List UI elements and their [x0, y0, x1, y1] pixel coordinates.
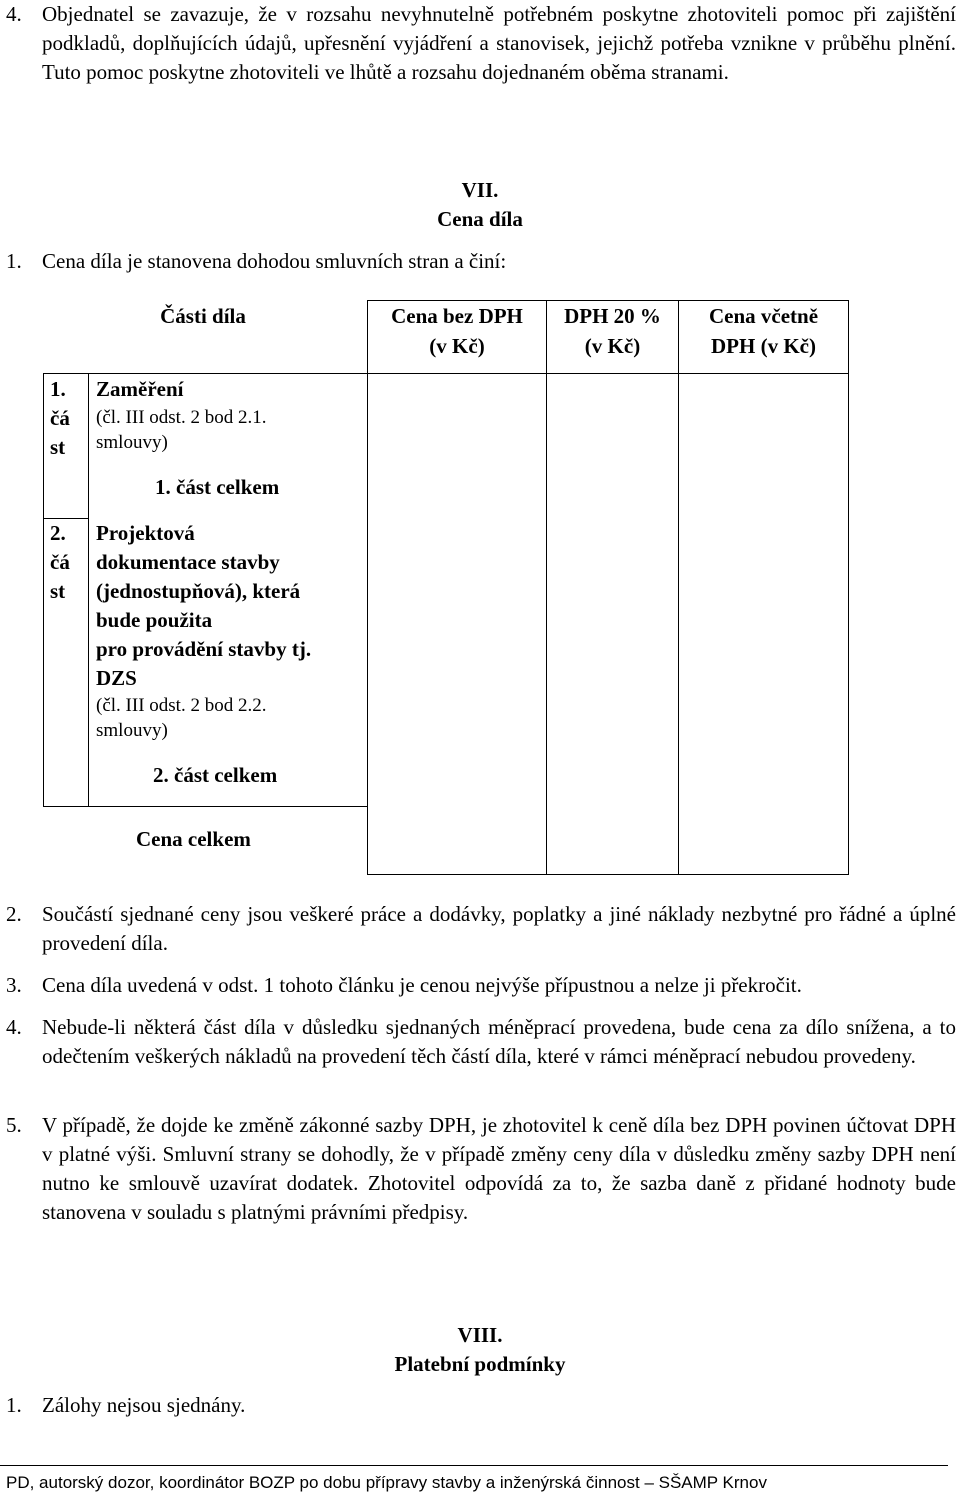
paragraph-2-number: 2. — [6, 902, 22, 926]
table-border — [546, 300, 547, 875]
part2-total: 2. část celkem — [153, 763, 278, 787]
table-border — [367, 300, 368, 875]
table-border — [43, 806, 368, 807]
price-intro-number: 1. — [6, 249, 22, 273]
section-8-title: Platební podmínky — [394, 1352, 566, 1376]
part1-ref-line2: smlouvy) — [96, 432, 168, 453]
table-border — [367, 874, 849, 875]
part2-label-line3: st — [50, 579, 66, 603]
header-parts: Části díla — [160, 304, 246, 328]
header-price-with-vat-line1: Cena včetně — [708, 304, 819, 328]
paragraph-2-text: Součástí sjednané ceny jsou veškeré práce a dodávky, poplatky a jiné náklady nezbytné pro řádné a úplné provedení díla. — [42, 902, 956, 955]
part1-ref-line1: (čl. III odst. 2 bod 2.1. — [96, 407, 267, 428]
part2-ref-line2: smlouvy) — [96, 720, 168, 741]
table-border — [848, 300, 849, 875]
part2-label-line1: 2. — [50, 521, 66, 545]
header-price-no-vat-line2: (v Kč) — [429, 334, 485, 358]
table-border — [678, 300, 679, 875]
part2-title-line6: DZS — [96, 666, 137, 690]
part2-label-line2: čá — [50, 550, 70, 574]
part2-title-line5: pro provádění stavby tj. — [96, 637, 312, 661]
paragraph-4-text: Nebude-li některá část díla v důsledku sjednaných méněprací provedena, bude cena za dílo snížena, a to odečtením veškerých nákladů na provedení těch částí díla, které v rámci méněprací nebudou provedeny. — [42, 1015, 956, 1068]
intro-text: Objednatel se zavazuje, že v rozsahu nevyhnutelně potřebném poskytne zhotoviteli pomoc při zajištění podkladů, doplňujících údajů, upřesnění vyjádření a stanovisek, jejichž potřeba vznikne v průběhu plnění. Tuto pomoc poskytne zhotoviteli ve lhůtě a rozsahu dojednaném oběma stranami. — [42, 2, 956, 84]
header-price-no-vat-line1: Cena bez DPH — [391, 304, 523, 328]
paragraph-3-text: Cena díla uvedená v odst. 1 tohoto článku je cenou nejvýše přípustnou a nelze ji překročit. — [42, 973, 802, 997]
grand-total-label: Cena celkem — [136, 827, 251, 851]
part1-title: Zaměření — [96, 377, 184, 401]
header-vat-line2: (v Kč) — [584, 334, 641, 358]
part2-title-line3: (jednostupňová), která — [96, 579, 301, 603]
table-border — [43, 373, 849, 374]
table-border — [43, 373, 44, 806]
part2-title-line1: Projektová — [96, 521, 195, 545]
part2-title-line2: dokumentace stavby — [96, 550, 280, 574]
table-border — [367, 300, 849, 301]
paragraph-5-number: 5. — [6, 1113, 22, 1137]
header-price-with-vat-line2: DPH (v Kč) — [711, 334, 816, 358]
part2-ref-line1: (čl. III odst. 2 bod 2.2. — [96, 695, 267, 716]
header-vat-line1: DPH 20 % — [564, 304, 661, 328]
section-7-roman: VII. — [461, 178, 499, 202]
payment-paragraph-1-text: Zálohy nejsou sjednány. — [42, 1393, 246, 1417]
footer-divider — [0, 1465, 948, 1466]
intro-number: 4. — [6, 2, 22, 26]
paragraph-5-text: V případě, že dojde ke změně zákonné sazby DPH, je zhotovitel k ceně díla bez DPH povinen účtovat DPH v platné výši. Smluvní strany se dohodly, že v případě změny ceny díla v důsledku změny sazby DPH není nutno ke smlouvě uzavírat dodatek. Zhotovitel odpovídá za to, že sazba daně z přidané hodnoty bude stanovena v souladu s platnými právními předpisy. — [42, 1113, 956, 1224]
paragraph-3-number: 3. — [6, 973, 22, 997]
table-border — [88, 373, 89, 806]
paragraph-4-number: 4. — [6, 1015, 22, 1039]
part1-label-line1: 1. — [50, 377, 66, 401]
section-7-title: Cena díla — [437, 207, 523, 231]
page-footer: PD, autorský dozor, koordinátor BOZP po dobu přípravy stavby a inženýrská činnost – SŠAMP Krnov — [6, 1473, 767, 1492]
part1-label-line3: st — [50, 435, 66, 459]
part1-label-line2: čá — [50, 406, 70, 430]
part1-total: 1. část celkem — [155, 475, 280, 499]
payment-paragraph-1-number: 1. — [6, 1393, 22, 1417]
price-intro-text: Cena díla je stanovena dohodou smluvních stran a činí: — [42, 249, 507, 273]
part2-title-line4: bude použita — [96, 608, 213, 632]
section-8-roman: VIII. — [457, 1323, 503, 1347]
